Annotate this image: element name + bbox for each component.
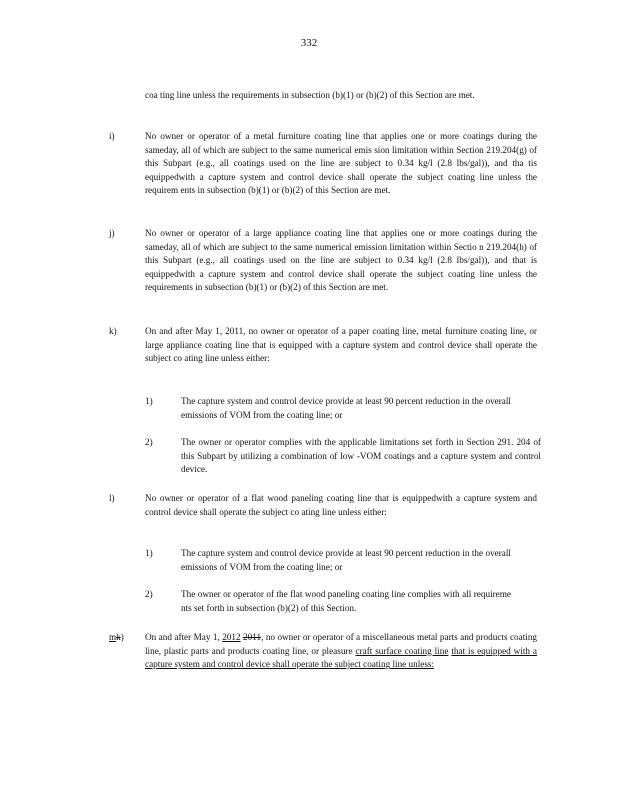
item-m-text-inserted: craft surface coating line: [355, 645, 449, 656]
item-m-label-close: ): [120, 632, 124, 642]
item-k-sub1-text: The capture system and control device provide at least 90 percent reduction in the overall emissions of VOM from the coating line; or: [181, 396, 511, 420]
item-k-sub1-label: 1): [145, 396, 153, 406]
item-k-sub2-label: 2): [145, 437, 153, 447]
item-m-year-deleted: 2011: [243, 632, 262, 642]
item-l-text: No owner or operator of a flat wood paneling coating line that is equippedwith a capture system and control device shall operate the subject co ating line unless either:: [145, 493, 537, 517]
page-number: 332: [300, 37, 318, 49]
item-l-sub2-text: The owner or operator of the flat wood paneling coating line complies with all requireme nts set forth in subsection (b)(2) of this Section.: [181, 589, 511, 613]
item-j-text: No owner or operator of a large appliance coating line that applies one or more coatings during the sameday, all of which are subject to the same numerical emission limitation within Sectio n 219.204(h) of this Subpart (e.g., all coatings used on the line are subject to 0.34 kg/l (2.8 lbs/gal)), and that is equippedwith a capture system and control device shall operate the subject coating line unless the requirements in subsection (b)(1) or (b)(2) of this Section are met.: [145, 228, 537, 293]
item-k-sub2-text: The owner or operator complies with the applicable limitations set forth in Section 291. 204 of this Subpart by utilizing a combination of low -VOM coatings and a capture system and control device.: [181, 437, 541, 475]
item-l-sub1-label: 1): [145, 548, 153, 558]
intro-paragraph: coa ting line unless the requirements in subsection (b)(1) or (b)(2) of this Section are met.: [145, 90, 475, 100]
item-k-label: k): [109, 326, 117, 336]
item-l-sub1-text: The capture system and control device provide at least 90 percent reduction in the overall emissions of VOM from the coating line; or: [181, 548, 511, 572]
item-m-label: [109, 631, 124, 645]
item-m-label-inserted: m: [109, 632, 117, 642]
item-l-label: l): [109, 493, 115, 503]
item-m-text-middle: , no owner or operator of a miscellaneous metal parts and products coating line, plastic parts and products coating line, or pleasure: [145, 632, 538, 656]
item-m-text: [145, 631, 537, 672]
item-j-label: j): [109, 228, 115, 238]
item-i-label: i): [109, 131, 115, 141]
item-m-label-deleted: k: [116, 632, 121, 642]
item-k-text: On and after May 1, 2011, no owner or operator of a paper coating line, metal furniture coating line, or large appliance coating line that is equipped with a capture system and control device shall operate the subject co ating line unless either:: [145, 326, 537, 364]
item-m-text-after: that is equipped with a capture system and control device shall operate the subject coating line unless:: [145, 645, 538, 670]
item-l-sub2-label: 2): [145, 589, 153, 599]
item-i-text: No owner or operator of a metal furniture coating line that applies one or more coatings during the sameday, all of which are subject to the same numerical emis sion limitation within Section 219.204(g) of this Subpart (e.g., all coatings used on the line are subject to 0.34 kg/l (2.8 lbs/gal)), and tha tis equippedwith a capture system and control device shall operate the subject coating line unless the requirem ents in subsection (b)(1) or (b)(2) of this Section are met.: [145, 131, 537, 196]
item-m-text-before: On and after May 1,: [145, 632, 220, 642]
item-m-year-inserted: 2012: [222, 632, 241, 642]
